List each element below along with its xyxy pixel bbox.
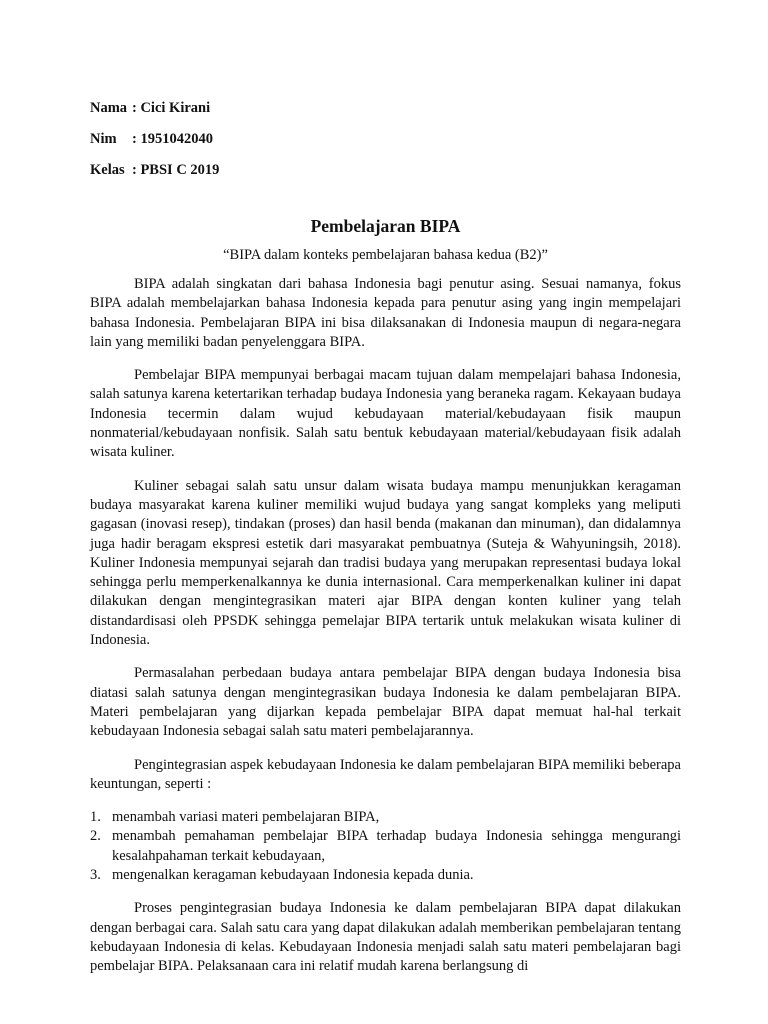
- document-title: Pembelajaran BIPA: [310, 216, 461, 236]
- nim-label: Nim: [90, 131, 117, 147]
- document-body: [90, 275, 681, 991]
- list-number: 1.: [90, 809, 101, 826]
- list-item: [90, 827, 681, 866]
- nim-value: : 1951042040: [132, 131, 213, 147]
- class-value: : PBSI C 2019: [132, 162, 220, 178]
- list-text: menambah pemahaman pembelajar BIPA terhadap budaya Indonesia sehingga mengurangi kesalahpahaman terkait kebudayaan,: [112, 828, 681, 864]
- class-label: Kelas: [90, 162, 125, 178]
- name-value: : Cici Kirani: [132, 100, 211, 116]
- paragraph: Pembelajar BIPA mempunyai berbagai macam tujuan dalam mempelajari bahasa Indonesia, salah satunya karena ketertarikan terhadap budaya Indonesia yang beraneka ragam. Kekayaan budaya Indonesia tecermin dalam wujud kebudayaan material/kebudayaan fisik maupun nonmaterial/kebudayaan nonfisik. Salah satu bentuk kebudayaan material/kebudayaan fisik adalah wisata kuliner.: [90, 367, 681, 461]
- paragraph: Proses pengintegrasian budaya Indonesia ke dalam pembelajaran BIPA dapat dilakukan dengan berbagai cara. Salah satu cara yang dapat dilakukan adalah memberikan pembelajaran tentang kebudayaan Indonesia di kelas. Kebudayaan Indonesia menjadi salah satu materi pembelajaran bagi pembelajar BIPA. Pelaksanaan cara ini relatif mudah karena berlangsung di: [90, 900, 681, 975]
- paragraph: Permasalahan perbedaan budaya antara pembelajar BIPA dengan budaya Indonesia bisa diatasi salah satunya dengan mengintegrasikan budaya Indonesia ke dalam pembelajaran BIPA. Materi pembelajaran yang dijarkan kepada pembelajar BIPA dapat memuat hal-hal terkait kebudayaan Indonesia sebagai salah satu materi pembelajarannya.: [90, 665, 681, 740]
- list-item: [90, 866, 681, 885]
- list-number: 2.: [90, 828, 101, 845]
- class-row: [90, 155, 219, 186]
- benefits-list: [90, 808, 681, 885]
- paragraph: BIPA adalah singkatan dari bahasa Indonesia bagi penutur asing. Sesuai namanya, fokus BIPA adalah membelajarkan bahasa Indonesia kepada para penutur asing yang ingin mempelajari bahasa Indonesia. Pembelajaran BIPA ini bisa dilaksanakan di Indonesia maupun di negara-negara lain yang memiliki badan penyelenggara BIPA.: [90, 276, 681, 350]
- name-row: [90, 93, 219, 124]
- document-subtitle: “BIPA dalam konteks pembelajaran bahasa kedua (B2)”: [223, 247, 548, 263]
- paragraph: Kuliner sebagai salah satu unsur dalam wisata budaya mampu menunjukkan keragaman budaya masyarakat karena kuliner memiliki wujud budaya yang sangat kompleks yang meliputi gagasan (inovasi resep), tindakan (proses) dan hasil benda (makanan dan minuman), dan didalamnya juga hadir beragam ekspresi estetik dari masyarakat pembuatnya (Suteja & Wahyuningsih, 2018). Kuliner Indonesia mempunyai sejarah dan tradisi budaya yang merupakan representasi budaya lokal sehingga perlu memperkenalkannya ke dunia internasional. Cara memperkenalkan kuliner ini dapat dilakukan dengan mengintegrasikan materi ajar BIPA dengan konten kuliner yang telah distandardisasi oleh PPSDK sehingga pemelajar BIPA tertarik untuk melakukan wisata kuliner di Indonesia.: [90, 477, 681, 649]
- paragraph: Pengintegrasian aspek kebudayaan Indonesia ke dalam pembelajaran BIPA memiliki beberapa keuntungan, seperti :: [90, 756, 681, 792]
- list-text: mengenalkan keragaman kebudayaan Indonesia kepada dunia.: [112, 867, 474, 884]
- nim-row: [90, 124, 219, 155]
- list-text: menambah variasi materi pembelajaran BIPA,: [112, 809, 380, 826]
- list-item: [90, 808, 681, 827]
- name-label: Nama: [90, 100, 128, 116]
- student-identity: [90, 93, 219, 186]
- list-number: 3.: [90, 867, 101, 884]
